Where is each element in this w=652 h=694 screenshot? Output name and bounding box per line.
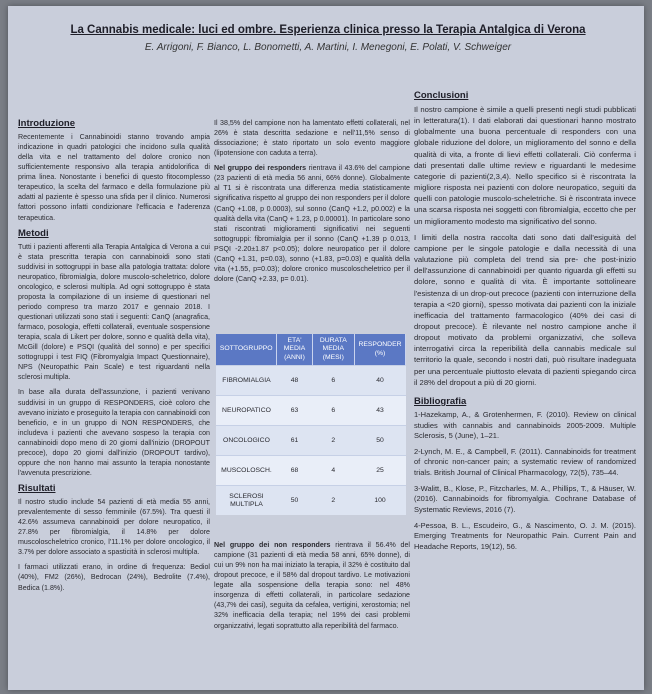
methods-heading: Metodi <box>18 227 49 239</box>
poster <box>8 6 644 690</box>
responders-text <box>214 163 410 284</box>
table-cell: NEUROPATICO <box>216 396 277 426</box>
middle-column-bottom <box>214 540 410 636</box>
responders-lead: Nel gruppo dei responders <box>214 164 307 173</box>
table-cell: 61 <box>277 426 312 456</box>
non-responders-text <box>214 540 410 631</box>
methods-text-1: Tutti i pazienti afferenti alla Terapia Antalgica di Verona a cui è stata prescritta terapia con cannabinoidi sono stati suddivisi in sottogruppi in base alla patologia trattata: dolore neuropatico, fibromialgia, dolore muscolo-scheletrico, dolore oncologico, e sclerosi multipla. Ad ogni sottogruppo è stata proposta la compilazione di un insieme di questionari nel periodo compreso tra marzo 2017 e gennaio 2018. I questionari utilizzati sono stati i seguenti: CanQ (anagrafica, farmaco, posologia, effetti collaterali, eventuale sospensione terapia, scala di Likert per dolore, sonno e qualità della vita), McGill (dolore) e PSQI (qualità del sonno) e per specifici sottogruppi i test FIQ (Fibromyalgia Impact Questionnaire), NPS (Neuropathic Pain Scale) e test riguardanti nella sclerosi multipla. <box>18 242 210 382</box>
table-cell: 68 <box>277 456 312 486</box>
table-cell: 40 <box>354 366 405 396</box>
conclusions-heading: Conclusioni <box>414 90 469 101</box>
responders-rest: rientrava il 43.6% del campione (23 pazienti di età media 56 anni, 66% donne). Globalmente al T1 si è riscontrata una differenza media statisticamente significativa rispetto al gruppo dei non responders per il dolore (CanQ +1.08, p 0.0003), sul sonno (CanQ +1.2, p0.002) e la qualità della vita (CanQ + 1.23, p 0.00001). In particolare sono stati riscontrati miglioramenti significativi nei seguenti sottogruppi: fibromialgia per il sonno (CanQ +1.39 p 0.013, PSQI -2.20±1.87 p<0.05); dolore neuropatico per il dolore (CanQ +1.31, p=0.03), sonno (+1.83, p=0.03) e qualità della vita (+1.55, p=0.03); dolore cronico muscoloscheletrico per il dolore (CanQ +2.33, p= 0.01). <box>214 164 410 283</box>
table-header-cell: RESPONDER (%) <box>354 334 405 366</box>
table-row <box>216 396 406 426</box>
table-cell: 6 <box>312 366 354 396</box>
side-effects-text: Il 38,5% del campione non ha lamentato effetti collaterali, nel 26% è stata descritta sedazione e nell'11,5% senso di dissociazione; è stato riportato un solo evento maggiore (lipotensione con caduta a terra). <box>214 119 410 158</box>
table-row <box>216 486 406 516</box>
methods-text-2: In base alla durata dell'assunzione, i pazienti venivano suddivisi in un gruppo di RESPONDERS, cioè coloro che avevano iniziato e proseguito la terapia con cannabinoidi con beneficio, e in un gruppo di NON RESPONDERS, che includeva i pazienti che avevano sospeso la terapia con cannabinoidi dopo meno di 20 giorni dall'inizio (DROPOUT precoce), dopo 20 giorni dall'inizio (DROPOUT tardivo), oppure che non hanno mai assunto la terapia nonostante l'avvenuta prescrizione. <box>18 388 210 477</box>
table-cell: 48 <box>277 366 312 396</box>
left-column <box>18 118 210 598</box>
intro-heading: Introduzione <box>18 118 75 129</box>
table-header-row <box>216 334 406 366</box>
intro-text: Recentemente i Cannabinoidi stanno trovando ampia indicazione in quadri patologici che incidono sulla qualità della vita e nel trattamento del dolore cronico non sufficientemente responsivo alla terapia antidolorifica di prima linea. Nonostante i benefici di questo fitocomplesso terapeutico, la scelta del farmaco e della formulazione più adatti al paziente è spesso una sfida per il clinico. Numerosi fattori possono infatti condizionare l'efficacia e l'aderenza terapeutica. <box>18 133 210 222</box>
table-row <box>216 456 406 486</box>
table-header-cell: DURATA MEDIA (MESI) <box>312 334 354 366</box>
table-cell: 63 <box>277 396 312 426</box>
poster-authors: E. Arrigoni, F. Bianco, L. Bonometti, A. Martini, I. Menegoni, E. Polati, V. Schweiger <box>144 42 512 53</box>
table-cell: SCLEROSI MULTIPLA <box>216 486 277 516</box>
table-cell: ONCOLOGICO <box>216 426 277 456</box>
right-column <box>414 90 636 558</box>
table-cell: 2 <box>312 486 354 516</box>
table-cell: 43 <box>354 396 405 426</box>
bibliography-heading: Bibliografia <box>414 395 467 407</box>
non-responders-rest: rientrava il 56.4% del campione (31 pazienti di età media 58 anni, 65% donne), di cui un 9% non ha mai iniziato la terapia, il 32% è costituito dal dropout precoce, e il 58% dal dropout tardivo. Le motivazioni legate alla sospensione della terapia sono: nel 48% insorgenza di effetti collaterali, in particolare sedazione (43,7% dei casi), seguita da cefalea, vertigini, xerostomia; nel 32% inefficacia della terapia; nel 19% dei casi problemi organizzativi, legati soprattutto alla reperibilità del farmaco. <box>214 541 411 630</box>
table-row <box>216 426 406 456</box>
reference-item: 3-Walitt, B., Klose, P., Fitzcharles, M. A., Phillips, T., & Häuser, W. (2016). Cannabinoids for fibromyalgia. Cochrane Database of Systematic Reviews, 2016 (7). <box>414 483 636 515</box>
results-text-2: I farmaci utilizzati erano, in ordine di frequenza: Bediol (40%), FM2 (26%), Bedrocan (24%), Bedrolite (7.4%), Bedica (1.8%). <box>18 563 210 592</box>
reference-item: 2-Lynch, M. E., & Campbell, F. (2011). Cannabinoids for treatment of chronic non-cancer pain; a systematic review of randomized trials. British Journal of Clinical Pharmacology, 72(5), 735–44. <box>414 446 636 478</box>
reference-item: 1-Hazekamp, A., & Grotenhermen, F. (2010). Review on clinical studies with cannabis and cannabinoids 2005-2009. Multiple Sclerosis, 5 (June), 1–21. <box>414 409 636 441</box>
results-table <box>216 334 406 515</box>
table-row <box>216 366 406 396</box>
table-cell: MUSCOLOSCH. <box>216 456 277 486</box>
table-header-cell: SOTTOGRUPPO <box>216 334 277 366</box>
table-cell: 4 <box>312 456 354 486</box>
conclusions-text-1: Il nostro campione è simile a quelli presenti negli studi pubblicati in letteratura(1). I dati elaborati dai questionari hanno mostrato globalmente una buona percentuale di responders con una globale riduzione del dolore, un miglioramento del sonno e della qualità di vita, a fronte di lievi effetti collaterali. Ciò conferma i dati presentati dalle ultime review e riguardanti le medesime categorie di pazienti(2,3,4). Nello specifico si è riscontrata la migliore risposta nei pazienti con dolore neuropatico, seguiti da quelli con patologie muscolo-scheletriche. Si è riscontrata invece una scarsa risposta nei soggetti con fibromialgia, eccetto che per un miglioramento modesto ma significativo del sonno. <box>414 105 636 226</box>
table-header-cell: ETA' MEDIA (ANNI) <box>277 334 312 366</box>
reference-item: 4-Pessoa, B. L., Escudeiro, G., & Nascimento, O. J. M. (2015). Emerging Treatments for Neuropathic Pain. Current Pain and Headache Reports, 19(12), 56. <box>414 520 636 551</box>
table-cell: 100 <box>354 486 405 516</box>
conclusions-text-2: I limiti della nostra raccolta dati sono dati dall'esiguità del campione per le singole patologie e dalla necessità di una valutazione più completa del trend sia pre- che post-inizio dell'assunzione di cannabinoidi per quanto riguarda gli effetti su dolore, sonno e qualità di vita. È importante sottolineare l'esistenza di un drop-out precoce (pazienti con interruzione della terapia a <20 giorni), spesso motivata dai pazienti con la iniziale inefficacia del trattamento farmacologico (40% dei casi di dropout precoce). È rilevante nel nostro campione anche il dropout motivato da problemi organizzativi, che solleva interrogativi circa la reperibilità della cannabis medicale sul territorio la quale, secondo i nostri dati, può risultare inadeguata per una percentuale piuttosto elevata di pazienti spiegando circa il 28% del dropout a più di 20 giorni. <box>414 232 636 387</box>
table-cell: 50 <box>354 426 405 456</box>
results-heading: Risultati <box>18 483 56 494</box>
table-cell: 2 <box>312 426 354 456</box>
results-text-1: Il nostro studio include 54 pazienti di età media 55 anni, prevalentemente di sesso femminile (67.5%). Tra questi il 42.6% assumeva cannabinoidi per dolore neuropatico, il 27.8% per fibromialgia, il 14.8% per dolore muscoloscheletrico cronico, l'11.1% per dolore oncologico, il 3.7% per dolore associato a spasticità in sclerosi multipla. <box>18 498 210 557</box>
table-cell: 50 <box>277 486 312 516</box>
middle-column-top <box>214 118 410 289</box>
table-cell: 6 <box>312 396 354 426</box>
non-responders-lead: Nel gruppo dei non responders <box>214 541 331 549</box>
table-cell: 25 <box>354 456 405 486</box>
table-cell: FIBROMIALGIA <box>216 366 277 396</box>
poster-title: La Cannabis medicale: luci ed ombre. Esperienza clinica presso la Terapia Antalgica di Verona <box>70 24 586 36</box>
